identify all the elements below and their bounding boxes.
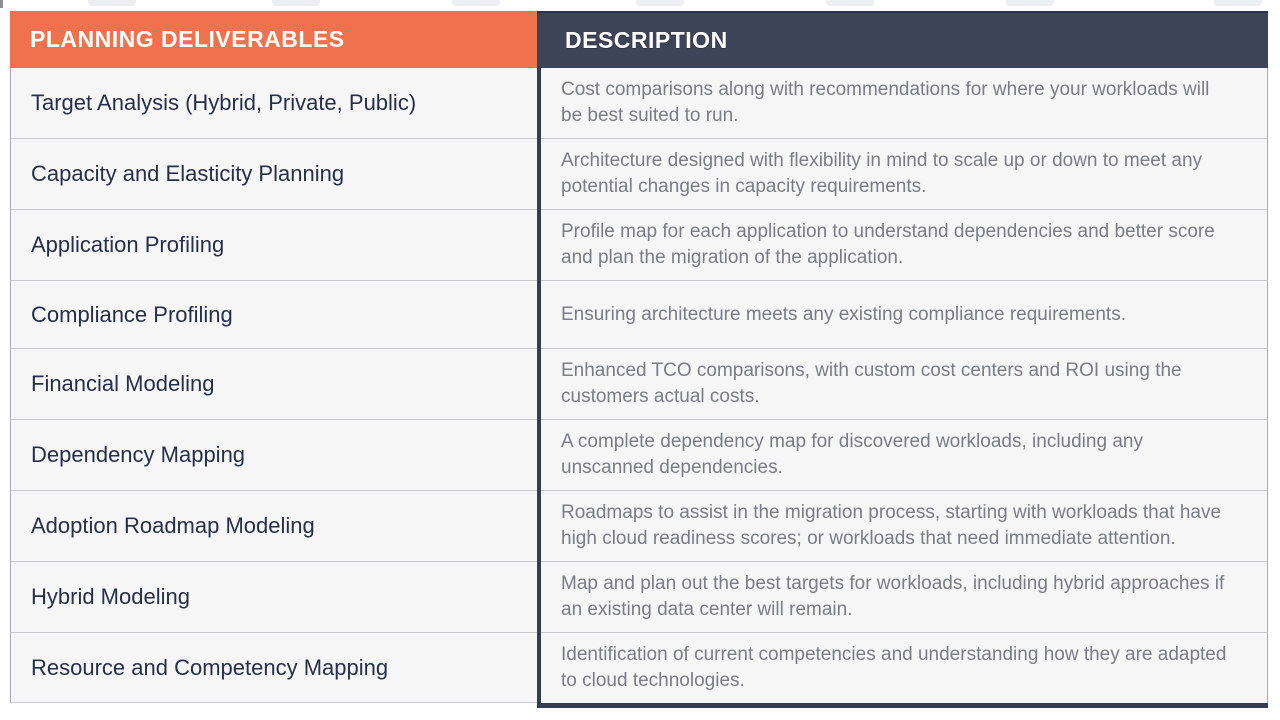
description-text: Roadmaps to assist in the migration process, starting with workloads that have high cloud readiness scores; or workloads that need immediate attention. — [561, 502, 1222, 549]
description-text: Identification of current competencies and understanding how they are adapted to cloud technologies. — [561, 644, 1227, 691]
deliverable-cell — [10, 491, 537, 562]
column-header-description: DESCRIPTION — [537, 11, 1268, 68]
table-row — [10, 633, 1268, 703]
corner-artifact — [0, 0, 3, 8]
top-edge-artifact — [636, 0, 684, 6]
description-cell — [541, 562, 1268, 633]
deliverable-label: Dependency Mapping — [31, 442, 246, 467]
deliverable-label: Capacity and Elasticity Planning — [31, 161, 345, 186]
deliverable-cell — [10, 139, 537, 210]
bottom-accent-bar — [537, 703, 1268, 708]
description-text: Ensuring architecture meets any existing compliance requirements. — [561, 303, 1126, 325]
table-body — [10, 68, 1268, 703]
table-row — [10, 68, 1268, 139]
deliverable-cell — [10, 281, 537, 349]
table-row — [10, 491, 1268, 562]
deliverable-cell — [10, 210, 537, 281]
description-cell — [541, 633, 1268, 703]
top-edge-artifact — [826, 0, 874, 6]
deliverable-label: Financial Modeling — [31, 371, 215, 396]
description-text: Cost comparisons along with recommendations for where your workloads will be best suited to run. — [561, 79, 1210, 126]
top-edge-artifact — [272, 0, 320, 6]
top-edge-artifact — [88, 0, 136, 6]
description-text: Profile map for each application to understand dependencies and better score and plan the migration of the application. — [561, 221, 1215, 268]
description-text: Enhanced TCO comparisons, with custom cost centers and ROI using the customers actual costs. — [561, 360, 1182, 407]
deliverable-label: Application Profiling — [31, 232, 225, 257]
deliverable-cell — [10, 349, 537, 420]
description-cell — [541, 139, 1268, 210]
description-cell — [541, 281, 1268, 349]
table-bottom-border — [10, 703, 1268, 708]
description-text: A complete dependency map for discovered workloads, including any unscanned dependencies. — [561, 431, 1143, 478]
deliverable-label: Hybrid Modeling — [31, 584, 190, 609]
description-cell — [541, 420, 1268, 491]
description-cell — [541, 349, 1268, 420]
description-text: Map and plan out the best targets for workloads, including hybrid approaches if an existing data center will remain. — [561, 573, 1225, 620]
deliverable-cell — [10, 633, 537, 703]
description-cell — [541, 210, 1268, 281]
top-edge-artifact — [452, 0, 500, 6]
description-cell — [541, 491, 1268, 562]
deliverable-cell — [10, 420, 537, 491]
top-edge-artifact — [1214, 0, 1262, 6]
table-header-row — [10, 11, 1268, 68]
table-row — [10, 210, 1268, 281]
top-edge-artifacts — [0, 0, 1280, 11]
table-row — [10, 420, 1268, 491]
description-cell — [541, 68, 1268, 139]
deliverable-label: Resource and Competency Mapping — [31, 654, 389, 680]
deliverable-label: Compliance Profiling — [31, 301, 233, 327]
deliverable-label: Target Analysis (Hybrid, Private, Public) — [31, 90, 417, 115]
table-row — [10, 562, 1268, 633]
deliverable-cell — [10, 562, 537, 633]
description-text: Architecture designed with flexibility in mind to scale up or down to meet any potential changes in capacity requirements. — [561, 150, 1203, 197]
top-edge-artifact — [1006, 0, 1054, 6]
table-row — [10, 139, 1268, 210]
deliverable-label: Adoption Roadmap Modeling — [31, 513, 315, 538]
planning-deliverables-table — [10, 11, 1268, 708]
table-row — [10, 349, 1268, 420]
column-header-planning-deliverables: PLANNING DELIVERABLES — [10, 11, 537, 68]
table-row — [10, 281, 1268, 349]
deliverable-cell — [10, 68, 537, 139]
